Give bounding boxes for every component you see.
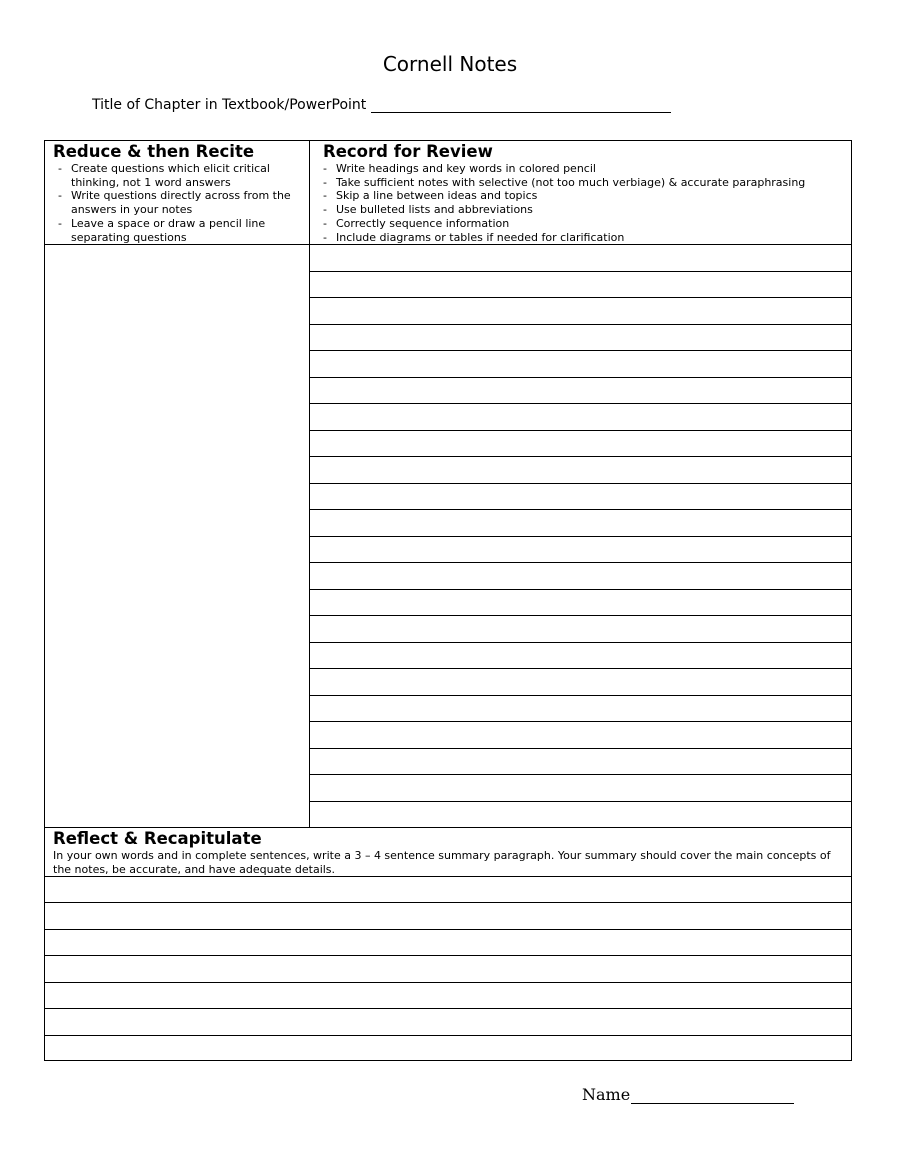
chapter-title-field — [92, 96, 671, 113]
notes-rule-line — [309, 403, 852, 404]
summary-separator — [44, 827, 852, 828]
notes-rule-line — [309, 456, 852, 457]
cue-column-tips — [53, 162, 303, 244]
notes-tip: - Write headings and key words in colored pencil — [318, 162, 848, 176]
notes-rule-line — [309, 801, 852, 802]
header-separator — [44, 244, 852, 245]
summary-heading: Reflect & Recapitulate — [53, 829, 262, 848]
notes-rule-line — [309, 615, 852, 616]
chapter-title-label: Title of Chapter in Textbook/PowerPoint — [92, 97, 367, 113]
summary-instructions: In your own words and in complete sentences, write a 3 – 4 sentence summary paragraph. Your summary should cover the main concepts of the notes, be accurate, and have adequate details. — [53, 849, 831, 876]
notes-rule-line — [309, 774, 852, 775]
cue-tip: - Leave a space or draw a pencil line separating questions — [53, 217, 303, 244]
notes-rule-line — [309, 536, 852, 537]
notes-rule-line — [309, 509, 852, 510]
notes-rule-line — [309, 483, 852, 484]
notes-rule-line — [309, 271, 852, 272]
notes-tip: - Skip a line between ideas and topics — [318, 189, 848, 203]
notes-rule-line — [309, 642, 852, 643]
cue-tip: - Create questions which elicit critical thinking, not 1 word answers — [53, 162, 303, 189]
summary-rule-line — [44, 902, 852, 903]
summary-rule-line — [44, 876, 852, 877]
cue-tip: - Write questions directly across from the answers in your notes — [53, 189, 303, 216]
notes-rule-line — [309, 377, 852, 378]
notes-rule-line — [309, 721, 852, 722]
name-field — [582, 1085, 794, 1104]
notes-rule-line — [309, 430, 852, 431]
notes-rule-line — [309, 324, 852, 325]
notes-tip: - Take sufficient notes with selective (not too much verbiage) & accurate paraphrasing — [318, 176, 848, 190]
notes-rule-line — [309, 562, 852, 563]
notes-rule-line — [309, 748, 852, 749]
page-title: Cornell Notes — [382, 52, 518, 76]
chapter-title-blank[interactable] — [371, 96, 671, 113]
summary-rule-line — [44, 1008, 852, 1009]
summary-rule-line — [44, 982, 852, 983]
notes-column-heading: Record for Review — [323, 142, 493, 161]
name-blank[interactable] — [631, 1089, 794, 1104]
notes-rule-line — [309, 350, 852, 351]
summary-rule-line — [44, 929, 852, 930]
notes-rule-line — [309, 589, 852, 590]
cue-column-heading: Reduce & then Recite — [53, 142, 255, 161]
notes-column-tips — [318, 162, 848, 244]
notes-rule-line — [309, 668, 852, 669]
notes-tip: - Use bulleted lists and abbreviations — [318, 203, 848, 217]
notes-rule-line — [309, 695, 852, 696]
summary-rule-line — [44, 1035, 852, 1036]
notes-frame — [44, 140, 852, 1061]
name-label: Name — [582, 1085, 631, 1104]
notes-tip: - Correctly sequence information — [318, 217, 848, 231]
notes-tip: - Include diagrams or tables if needed for clarification — [318, 231, 848, 245]
summary-rule-line — [44, 955, 852, 956]
notes-rule-line — [309, 297, 852, 298]
